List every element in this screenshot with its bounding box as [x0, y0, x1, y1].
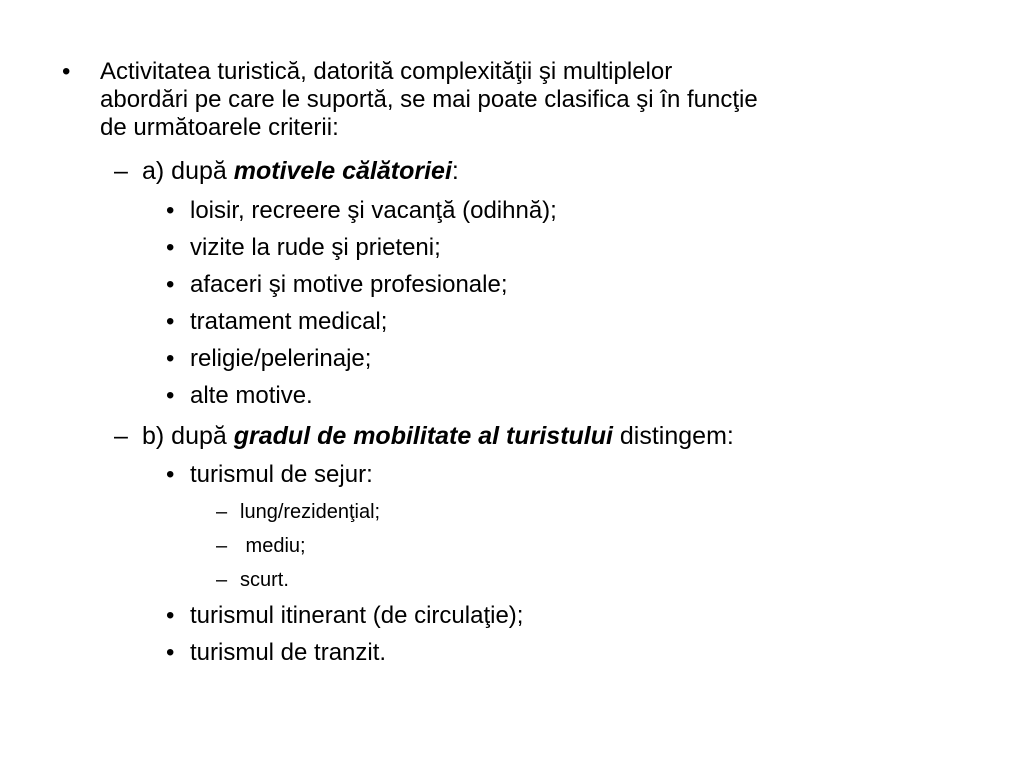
bullet-icon: • — [166, 234, 175, 261]
sub-list-item: scurt. — [240, 569, 289, 591]
intro-line-3: de următoarele criterii: — [100, 114, 339, 141]
list-item: loisir, recreere şi vacanţă (odihnă); — [190, 197, 557, 224]
section-b-emphasis: gradul de mobilitate al turistului — [233, 422, 613, 450]
list-item-sejur: turismul de sejur: — [190, 461, 373, 488]
sub-dash: – — [216, 501, 228, 523]
section-b-dash: – — [114, 422, 128, 450]
section-a-suffix: : — [451, 157, 459, 185]
bullet-icon: • — [166, 345, 175, 372]
intro-paragraph — [100, 58, 980, 142]
bullet-icon: • — [166, 197, 175, 224]
list-item: religie/pelerinaje; — [190, 345, 372, 372]
bullet-icon: • — [166, 308, 175, 335]
list-item: turismul itinerant (de circulaţie); — [190, 602, 524, 629]
bullet-icon: • — [166, 271, 175, 298]
sub-dash: – — [216, 535, 228, 557]
list-item: vizite la rude şi prieteni; — [190, 234, 441, 261]
section-a-dash: – — [114, 157, 128, 185]
bullet-icon: • — [166, 602, 175, 629]
section-a-emphasis: motivele călătoriei — [233, 157, 452, 185]
section-b-heading — [142, 421, 734, 451]
section-a-heading — [142, 156, 459, 186]
list-item: alte motive. — [190, 382, 313, 409]
sub-list-item: mediu; — [240, 535, 306, 557]
section-b-prefix: b) după — [142, 422, 234, 450]
sub-list-item: lung/rezidenţial; — [240, 501, 381, 523]
bullet-icon: • — [166, 639, 175, 666]
section-a-prefix: a) după — [142, 157, 234, 185]
list-item: tratament medical; — [190, 308, 388, 335]
intro-bullet: • — [62, 58, 71, 85]
sub-dash: – — [216, 569, 228, 591]
intro-line-2: abordări pe care le suportă, se mai poate clasifica şi în funcţie — [100, 86, 758, 113]
section-b-suffix: distingem: — [612, 422, 734, 450]
bullet-icon: • — [166, 382, 175, 409]
bullet-icon: • — [166, 461, 175, 488]
intro-line-1: Activitatea turistică, datorită complexităţii şi multiplelor — [100, 58, 673, 85]
list-item: turismul de tranzit. — [190, 639, 387, 666]
list-item: afaceri şi motive profesionale; — [190, 271, 508, 298]
